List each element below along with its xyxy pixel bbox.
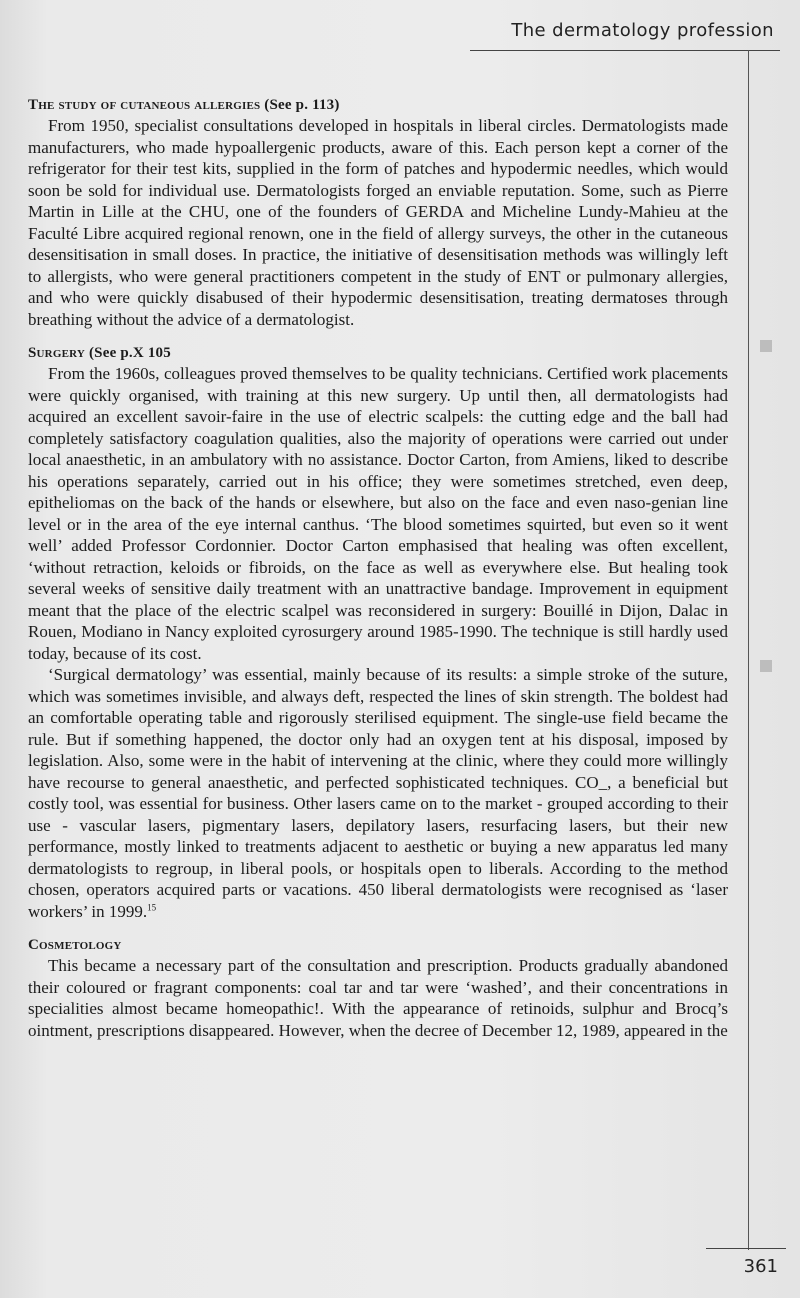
bleed-through-mark <box>760 340 772 352</box>
section-heading-text: Cosmetology <box>28 937 122 953</box>
margin-rule <box>748 50 749 1250</box>
bleed-through-mark <box>760 660 772 672</box>
page-number: 361 <box>743 1256 778 1277</box>
running-header: The dermatology profession <box>511 20 774 41</box>
section-cutaneous-allergies <box>28 96 728 330</box>
section-heading <box>28 96 728 115</box>
paragraph: This became a necessary part of the consultation and prescription. Products gradually abandoned their coloured or fragrant components: coal tar and tar were ‘washed’, and their concentrations in specialities almost became homeopathic!. With the appearance of retinoids, sulphur and Brocq’s ointment, prescriptions disappeared. However, when the decree of December 12, 1989, appeared in the <box>28 956 728 1040</box>
section-heading-text: Surgery <box>28 345 86 361</box>
paragraph-text: ‘Surgical dermatology’ was essential, mainly because of its results: a simple stroke of the suture, which was sometimes invisible, and always deft, respected the lines of skin strength. The boldest had an comfortable operating table and rigorously sterilised equipment. The single-use field became the rule. But if something happened, the doctor only had an oxygen tent at his disposal, imposed by legislation. Also, some were in the habit of intervening at the clinic, where they could more willingly have recourse to general anaesthetic, and perfected sophisticated techniques. CO_, a beneficial but costly tool, was essential for business. Other lasers came on to the market - grouped according to their use - vascular lasers, pigmentary lasers, depilatory lasers, resurfacing lasers, but their new performance, mostly linked to treatments adjacent to aesthetic or buying a new apparatus led many dermatologists to regroup, in liberal pools, or hospitals open to liberals. According to the method chosen, operators acquired parts or vacations. 450 liberal dermatologists were recognised as ‘laser workers’ in 1999. <box>28 665 728 921</box>
section-page-ref: (See p.X 105 <box>88 345 171 361</box>
paragraph <box>28 664 728 922</box>
section-page-ref: (See p. 113) <box>264 97 340 113</box>
section-heading-text: The study of cutaneous allergies <box>28 97 261 113</box>
section-heading <box>28 344 728 363</box>
section-cosmetology <box>28 936 728 1041</box>
section-heading <box>28 936 728 955</box>
section-surgery <box>28 344 728 922</box>
footer-rule <box>706 1248 786 1249</box>
paragraph: From the 1960s, colleagues proved themselves to be quality technicians. Certified work placements were quickly organised, with training at this new surgery. Up until then, all dermatologists had acquired an excellent savoir-faire in the use of electric scalpels: the cutting edge and the ball had completely satisfactory coagulation qualities, also the majority of operations were carried out under local anaesthetic, in an ambulatory with no assistance. Doctor Carton, from Amiens, liked to describe his operations separately, carried out in his office; they were sometimes stretched, even deep, epitheliomas on the back of the hands or elsewhere, but also on the face and even naso-genian line level or in the area of the eye internal canthus. ‘The blood sometimes squirted, but even so it went well’ added Professor Cordonnier. Doctor Carton emphasised that healing was often excellent, ‘without retraction, keloids or fibroids, on the face as well as everywhere else. But healing took several weeks of sensitive daily treatment with an unattractive bandage. Improvement in equipment meant that the place of the electric scalpel was reconsidered in surgery: Bouillé in Dijon, Dalac in Rouen, Modiano in Nancy exploited cyrosurgery around 1985-1990. The technique is still hardly used today, because of its cost. <box>28 364 728 663</box>
footnote-marker: 15 <box>147 901 157 912</box>
header-rule <box>470 50 780 51</box>
paragraph: From 1950, specialist consultations developed in hospitals in liberal circles. Dermatologists made manufacturers, who made hypoallergenic products, aware of this. Each person kept a corner of the refrigerator for their test kits, supplied in the form of patches and hypodermic needles, which would soon be sold for individual use. Dermatologists forged an enviable reputation. Some, such as Pierre Martin in Lille at the CHU, one of the founders of GERDA and Micheline Lundy-Mahieu at the Faculté Libre acquired regional renown, one in the field of allergy surveys, the other in the cutaneous desensitisation in small doses. In practice, the initiative of desensitisation methods was willingly left to allergists, who were general practitioners competent in the study of ENT or pulmonary allergies, and who were quickly disabused of their hypodermic desensitisation, treating dermatoses through breathing without the advice of a dermatologist. <box>28 116 728 329</box>
text-column <box>28 96 728 1041</box>
